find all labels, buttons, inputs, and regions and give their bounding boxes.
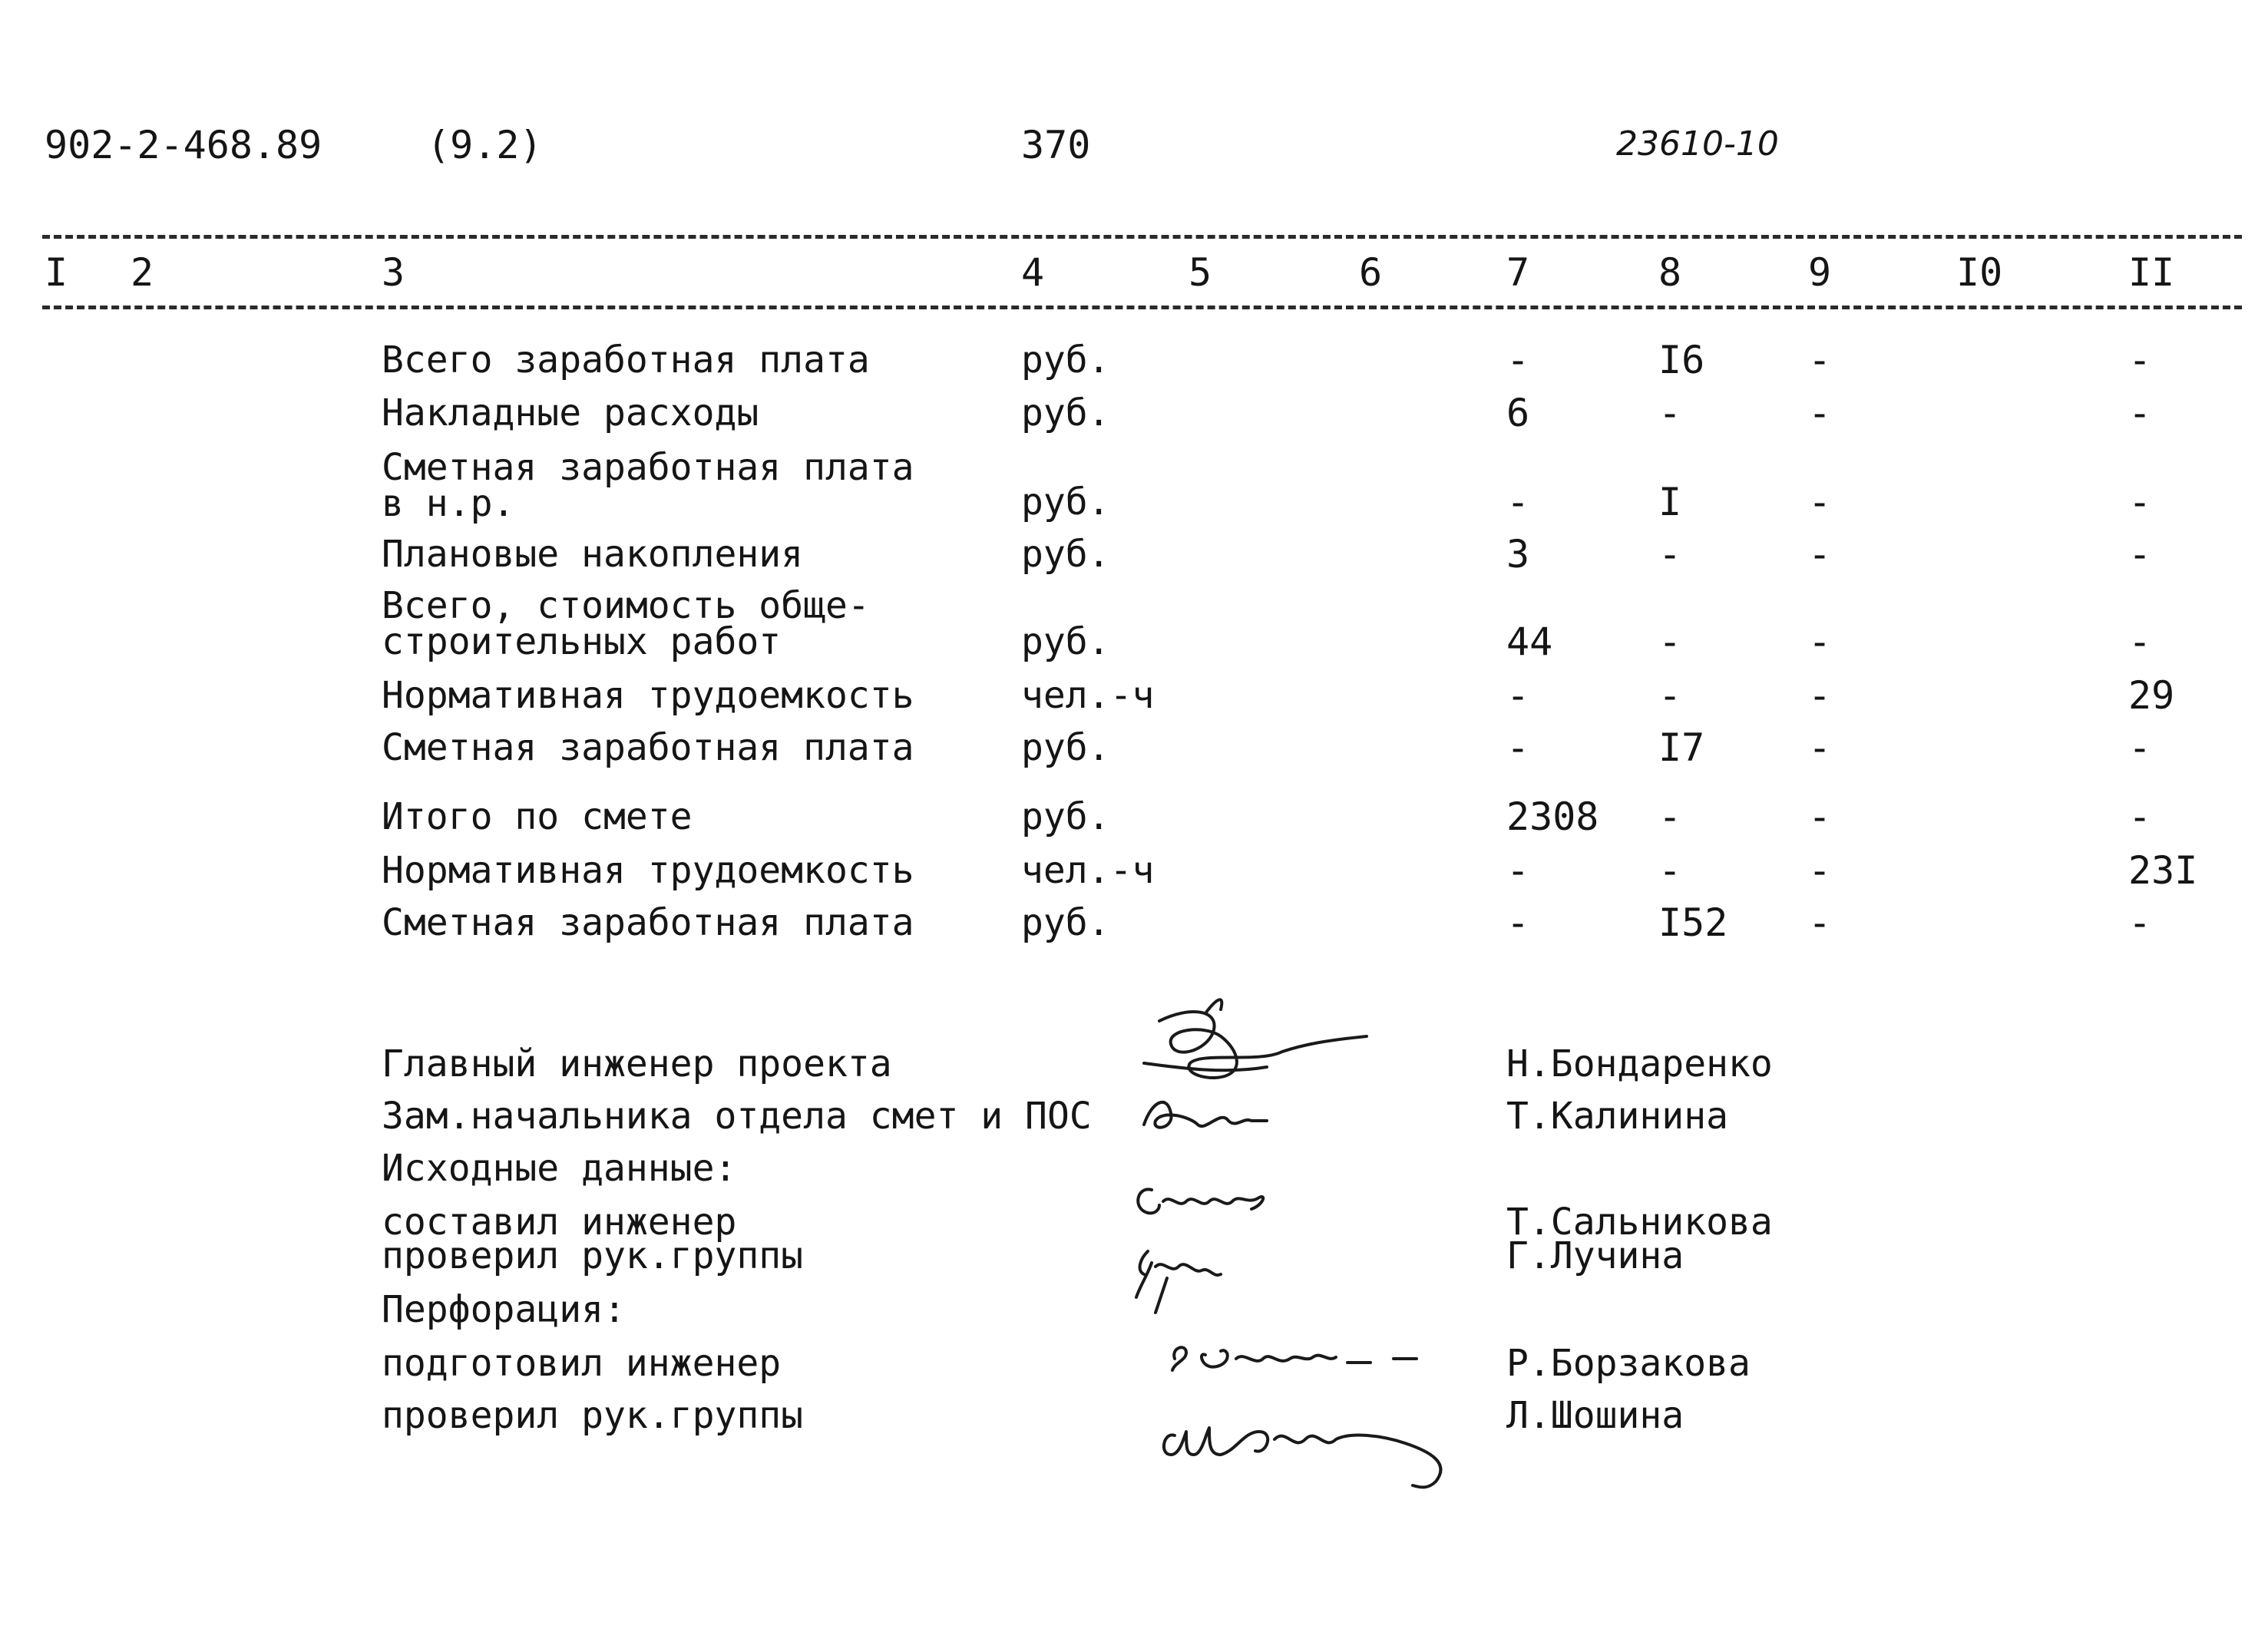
section-number: (9.2) (427, 123, 543, 167)
row-unit: руб. (1021, 795, 1110, 838)
row-col8: I (1658, 480, 1682, 524)
row-col11: - (2128, 900, 2152, 945)
row-name-cont: в н.р. (382, 482, 515, 525)
row-col9: - (1808, 848, 1832, 893)
row-unit: руб. (1021, 620, 1110, 663)
row-col7: - (1506, 673, 1530, 718)
row-col8: - (1658, 619, 1682, 664)
row-col7: 2308 (1506, 795, 1599, 839)
column-header-10: I0 (1956, 250, 2003, 295)
row-col8: I7 (1658, 725, 1705, 770)
source-data-heading: Исходные данные: (382, 1147, 737, 1190)
row-col11: - (2128, 795, 2152, 839)
row-col8: I52 (1658, 900, 1728, 945)
chief-engineer-name: Н.Бондаренко (1506, 1042, 1773, 1085)
row-col9: - (1808, 900, 1832, 945)
column-header-8: 8 (1658, 250, 1682, 295)
row-name: Итого по смете (382, 795, 693, 838)
chief-engineer-label: Главный инженер проекта (382, 1042, 892, 1085)
checked-by-label-2: проверил рук.группы (382, 1394, 804, 1437)
row-col9: - (1808, 725, 1832, 770)
row-unit: чел.-ч (1021, 849, 1155, 892)
row-col8: - (1658, 532, 1682, 576)
row-name: Сметная заработная плата (382, 726, 914, 769)
checked-by-label: проверил рук.группы (382, 1234, 804, 1277)
row-col11: - (2128, 725, 2152, 770)
row-unit: руб. (1021, 339, 1110, 382)
row-name: Сметная заработная плата (382, 901, 914, 944)
checked-by-name: Г.Лучина (1506, 1234, 1684, 1277)
header-top-rule (42, 235, 2242, 239)
row-col8: - (1658, 391, 1682, 435)
row-col8: - (1658, 795, 1682, 839)
perforation-heading: Перфорация: (382, 1288, 626, 1331)
row-col7: 6 (1506, 391, 1530, 435)
signature-kalinina (1136, 1086, 1305, 1140)
row-col7: - (1506, 848, 1530, 893)
row-col11: - (2128, 480, 2152, 524)
column-header-2: 2 (131, 250, 154, 295)
row-col9: - (1808, 391, 1832, 435)
column-header-9: 9 (1808, 250, 1832, 295)
deputy-head-name: Т.Калинина (1506, 1095, 1728, 1138)
compiled-by-label: составил инженер (382, 1201, 737, 1244)
prepared-by-name: Р.Борзакова (1506, 1342, 1751, 1385)
row-name: Нормативная трудоемкость (382, 674, 914, 717)
row-col11: - (2128, 532, 2152, 576)
row-col8: - (1658, 848, 1682, 893)
compiled-by-name: Т.Сальникова (1506, 1201, 1773, 1244)
prepared-by-label: подготовил инженер (382, 1342, 782, 1385)
row-col7: 3 (1506, 532, 1530, 576)
row-col7: - (1506, 338, 1530, 382)
row-col7: - (1506, 725, 1530, 770)
row-col9: - (1808, 795, 1832, 839)
row-col9: - (1808, 338, 1832, 382)
row-name: Накладные расходы (382, 391, 759, 434)
row-col9: - (1808, 480, 1832, 524)
row-col11: - (2128, 619, 2152, 664)
header-bottom-rule (42, 306, 2242, 309)
row-col7: - (1506, 480, 1530, 524)
row-unit: руб. (1021, 901, 1110, 944)
signature-borzakova (1163, 1328, 1432, 1389)
inventory-number: 23610-10 (1616, 124, 1779, 164)
column-header-3: 3 (382, 250, 405, 295)
row-name: Сметная заработная плата (382, 446, 914, 489)
signature-shoshina (1152, 1389, 1474, 1497)
row-col11: - (2128, 338, 2152, 382)
row-unit: чел.-ч (1021, 674, 1155, 717)
column-header-5: 5 (1189, 250, 1212, 295)
row-name: Нормативная трудоемкость (382, 849, 914, 892)
row-col8: - (1658, 673, 1682, 718)
row-name-cont: строительных работ (382, 620, 782, 663)
row-col11: 23I (2128, 848, 2198, 893)
document-code: 902-2-468.89 (45, 123, 322, 167)
column-header-6: 6 (1359, 250, 1383, 295)
row-unit: руб. (1021, 481, 1110, 524)
row-col11: 29 (2128, 673, 2175, 718)
column-header-1: I (45, 250, 68, 295)
row-unit: руб. (1021, 726, 1110, 769)
signature-luchina (1121, 1240, 1244, 1317)
row-col9: - (1808, 673, 1832, 718)
row-col8: I6 (1658, 338, 1705, 382)
row-name: Всего заработная плата (382, 339, 870, 382)
row-name: Плановые накопления (382, 533, 804, 576)
column-header-4: 4 (1021, 250, 1045, 295)
column-header-11: II (2128, 250, 2175, 295)
page-number: 370 (1021, 123, 1091, 167)
row-col7: - (1506, 900, 1530, 945)
row-col7: 44 (1506, 619, 1553, 664)
signature-salnikova (1129, 1174, 1298, 1228)
row-col9: - (1808, 619, 1832, 664)
deputy-head-label: Зам.начальника отдела смет и ПОС (382, 1095, 1092, 1138)
row-col9: - (1808, 532, 1832, 576)
row-unit: руб. (1021, 391, 1110, 434)
row-col11: - (2128, 391, 2152, 435)
column-header-7: 7 (1506, 250, 1530, 295)
row-unit: руб. (1021, 533, 1110, 576)
checked-by-name-2: Л.Шошина (1506, 1394, 1684, 1437)
row-name: Всего, стоимость обще- (382, 584, 870, 627)
